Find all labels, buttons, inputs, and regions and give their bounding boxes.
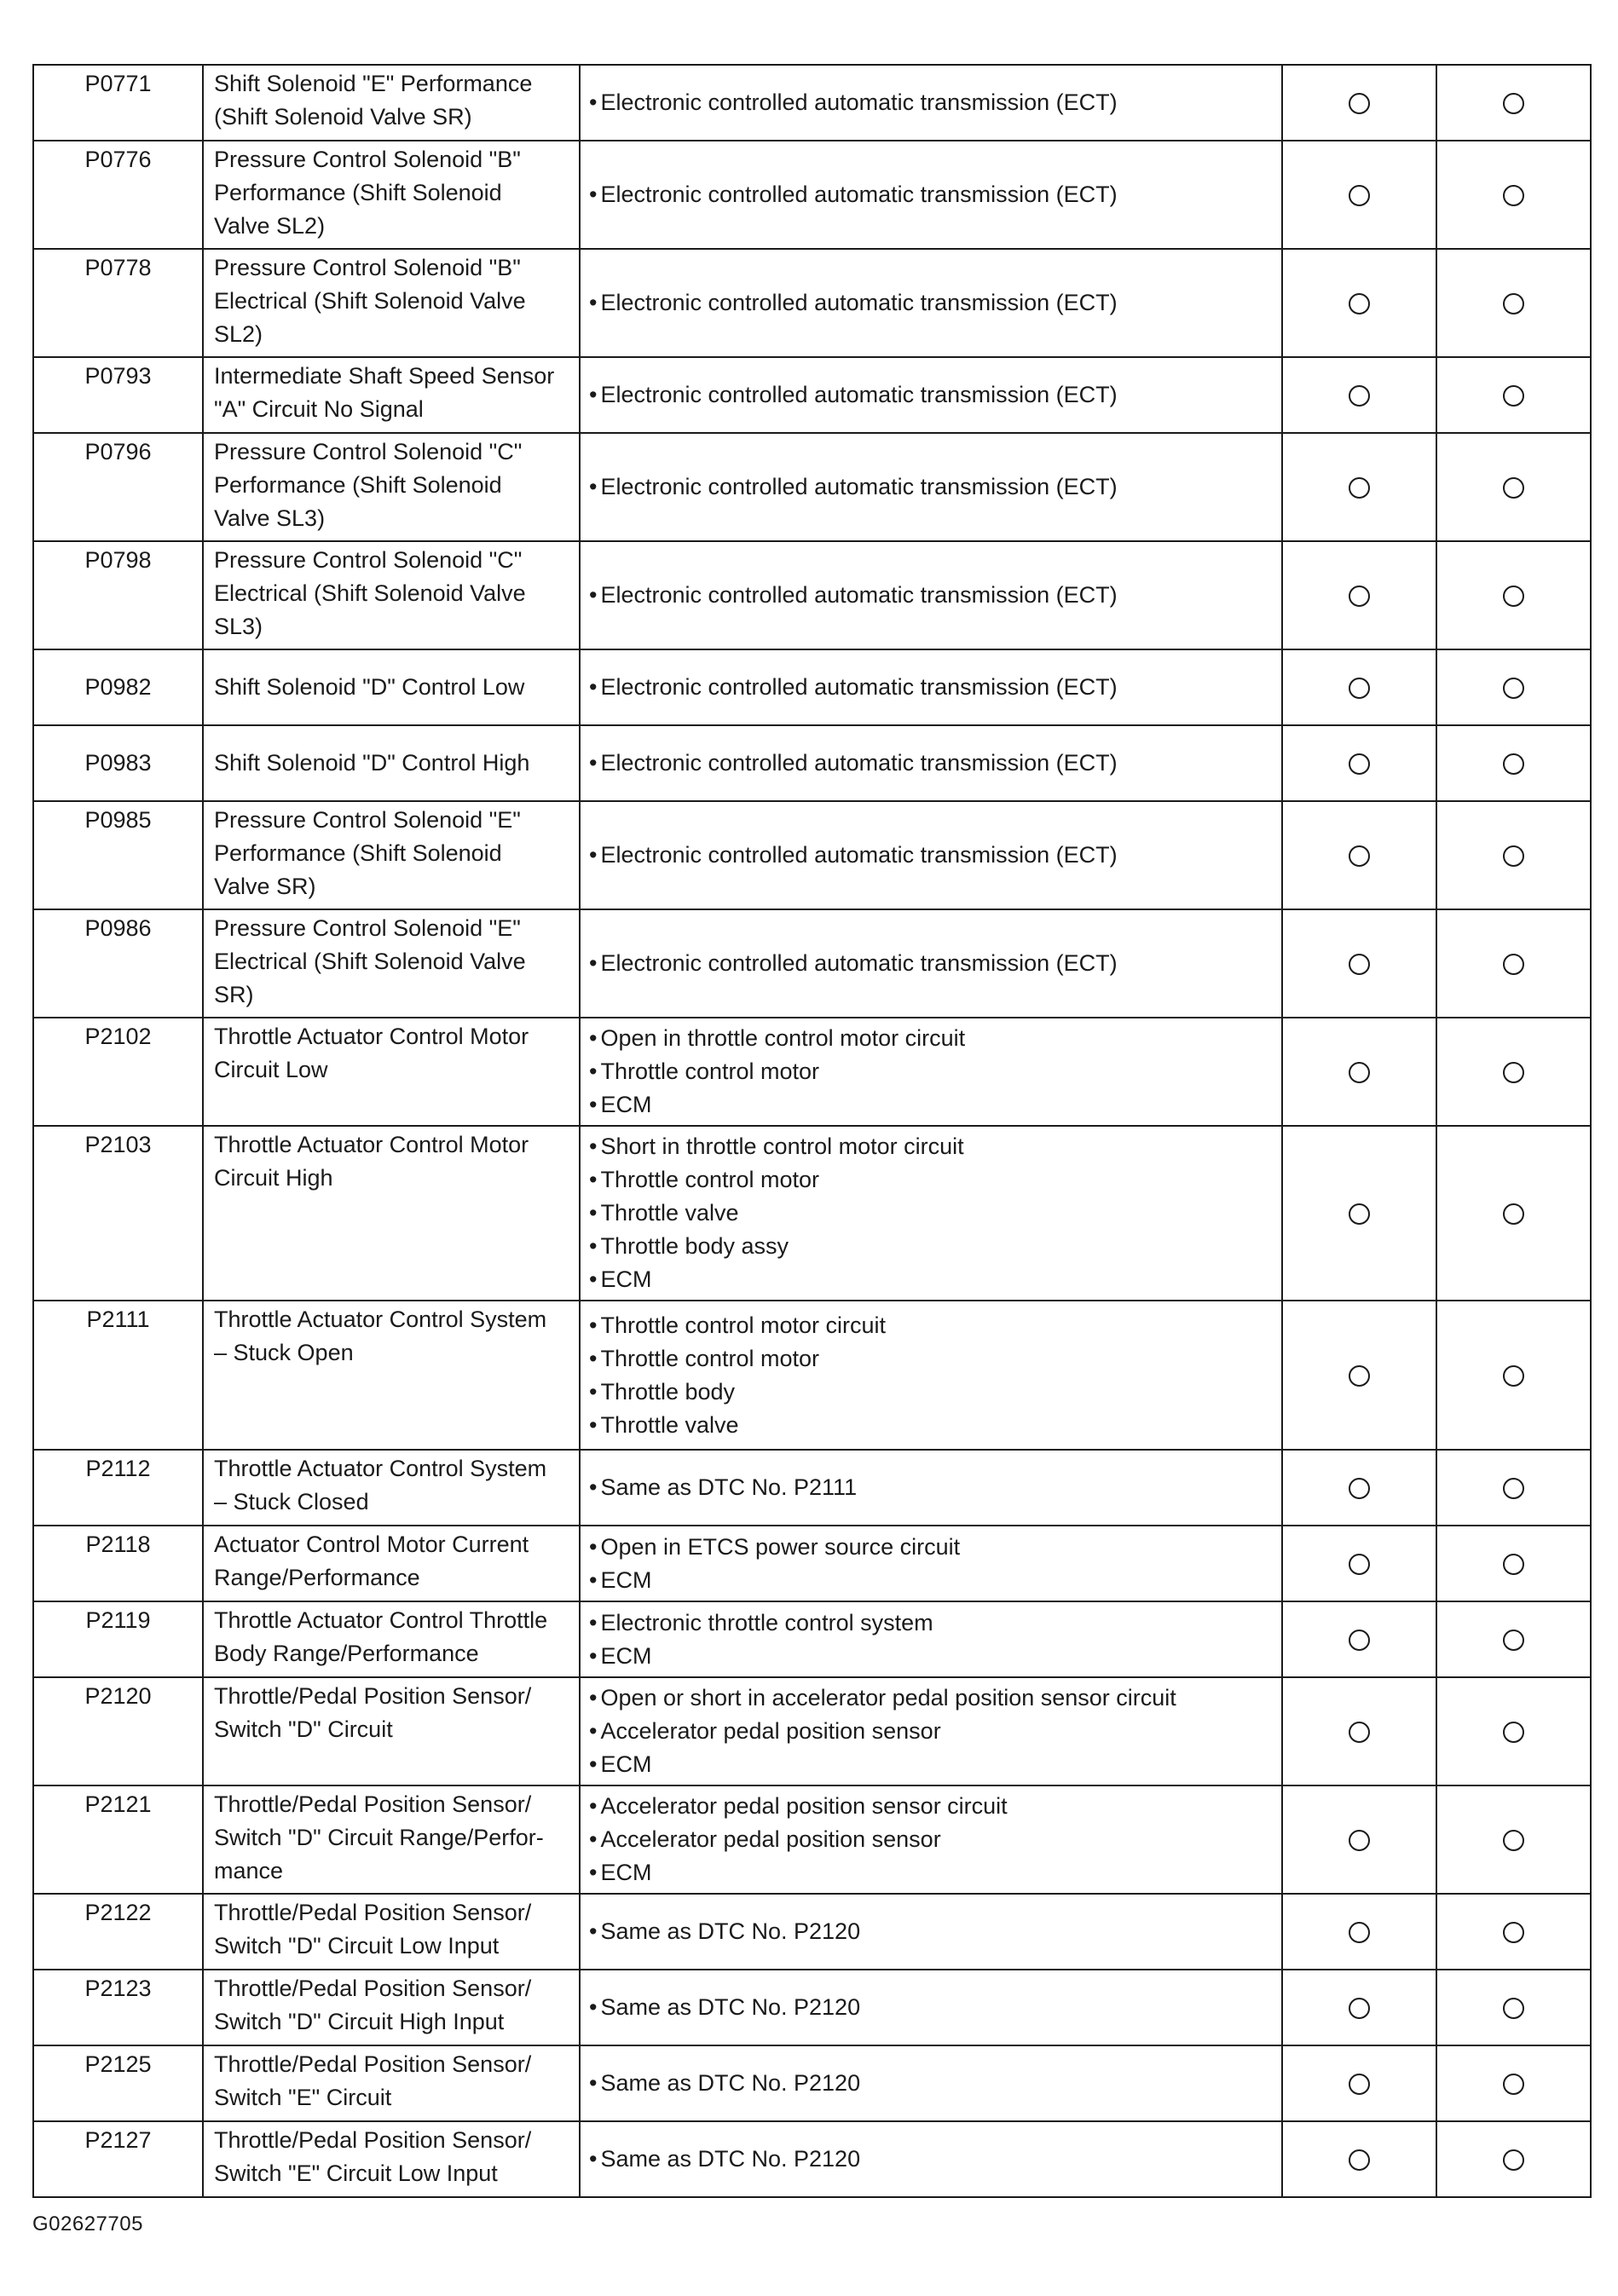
mark-cell-col5 [1436, 1450, 1591, 1526]
trouble-area [580, 249, 1282, 357]
trouble-area-line: • Throttle control motor [589, 1163, 1271, 1197]
mark-cell-col5 [1436, 1301, 1591, 1450]
trouble-area [580, 1526, 1282, 1601]
detection-item [203, 1970, 580, 2045]
mark-cell-col5 [1436, 1601, 1591, 1677]
trouble-area-line: • Accelerator pedal position sensor [589, 1823, 1271, 1856]
table-row [33, 909, 1591, 1018]
detection-item-line: Shift Solenoid "E" Performance [214, 71, 533, 96]
mark-cell-col4 [1282, 1970, 1436, 2045]
detection-item-line: (Shift Solenoid Valve SR) [214, 104, 472, 130]
trouble-area-line: • Open in ETCS power source circuit [589, 1531, 1271, 1564]
mark-cell-col4 [1282, 1894, 1436, 1970]
mark-cell-col4 [1282, 1450, 1436, 1526]
dtc-code: P0985 [33, 801, 203, 909]
detection-item [203, 2121, 580, 2197]
detection-item-line: Pressure Control Solenoid "B" [214, 255, 521, 280]
mark-cell-col5 [1436, 433, 1591, 541]
trouble-area-line: • Same as DTC No. P2120 [589, 1991, 1271, 2024]
circle-mark-icon [1349, 293, 1370, 314]
circle-mark-icon [1503, 845, 1524, 867]
mark-cell-col5 [1436, 1677, 1591, 1785]
circle-mark-icon [1503, 185, 1524, 206]
detection-item [203, 357, 580, 433]
circle-mark-icon [1349, 93, 1370, 114]
trouble-area-line: • Throttle control motor circuit [589, 1309, 1271, 1342]
detection-item-line: Throttle Actuator Control Motor [214, 1024, 529, 1049]
trouble-area [580, 1601, 1282, 1677]
circle-mark-icon [1349, 477, 1370, 499]
detection-item [203, 649, 580, 725]
detection-item-line: Throttle/Pedal Position Sensor/ [214, 1976, 532, 2001]
dtc-code: P2103 [33, 1126, 203, 1301]
mark-cell-col4 [1282, 801, 1436, 909]
dtc-code: P0793 [33, 357, 203, 433]
detection-item [203, 2045, 580, 2121]
detection-item-line: Circuit High [214, 1165, 333, 1191]
detection-item [203, 141, 580, 249]
detection-item-line: Valve SR) [214, 874, 316, 899]
mark-cell-col5 [1436, 725, 1591, 801]
trouble-area-line: • ECM [589, 1640, 1271, 1673]
dtc-code: P0771 [33, 65, 203, 141]
trouble-area [580, 1785, 1282, 1894]
mark-cell-col4 [1282, 141, 1436, 249]
detection-item-line: SL3) [214, 614, 263, 639]
detection-item [203, 1126, 580, 1301]
detection-item [203, 1785, 580, 1894]
trouble-area [580, 141, 1282, 249]
detection-item [203, 1601, 580, 1677]
detection-item [203, 433, 580, 541]
dtc-code: P2102 [33, 1018, 203, 1126]
mark-cell-col5 [1436, 801, 1591, 909]
trouble-area-line: • Electronic controlled automatic transmission (ECT) [589, 178, 1271, 211]
dtc-code: P2123 [33, 1970, 203, 2045]
detection-item-line: Pressure Control Solenoid "C" [214, 547, 523, 573]
trouble-area [580, 65, 1282, 141]
detection-item-line: Throttle Actuator Control System [214, 1307, 547, 1332]
dtc-code: P0776 [33, 141, 203, 249]
dtc-code: P2121 [33, 1785, 203, 1894]
trouble-area-line: • Same as DTC No. P2111 [589, 1471, 1271, 1504]
trouble-area-line: • ECM [589, 1088, 1271, 1122]
table-row [33, 1970, 1591, 2045]
table-row [33, 2045, 1591, 2121]
detection-item-line: Throttle/Pedal Position Sensor/ [214, 1683, 532, 1709]
dtc-code: P2125 [33, 2045, 203, 2121]
mark-cell-col4 [1282, 1526, 1436, 1601]
trouble-area [580, 541, 1282, 649]
dtc-code: P2118 [33, 1526, 203, 1601]
mark-cell-col5 [1436, 1018, 1591, 1126]
table-row [33, 249, 1591, 357]
trouble-area-line: • ECM [589, 1856, 1271, 1889]
trouble-area-line: • Throttle body assy [589, 1230, 1271, 1263]
dtc-code: P0982 [33, 649, 203, 725]
circle-mark-icon [1503, 1062, 1524, 1083]
mark-cell-col4 [1282, 725, 1436, 801]
mark-cell-col4 [1282, 1126, 1436, 1301]
detection-item-line: Pressure Control Solenoid "B" [214, 147, 521, 172]
mark-cell-col5 [1436, 1526, 1591, 1601]
dtc-table [32, 64, 1592, 2198]
mark-cell-col4 [1282, 1301, 1436, 1450]
mark-cell-col5 [1436, 1785, 1591, 1894]
circle-mark-icon [1503, 678, 1524, 699]
detection-item [203, 1450, 580, 1526]
dtc-code: P2122 [33, 1894, 203, 1970]
trouble-area-line: • Short in throttle control motor circuit [589, 1130, 1271, 1163]
trouble-area [580, 725, 1282, 801]
trouble-area [580, 1126, 1282, 1301]
detection-item-line: Throttle/Pedal Position Sensor/ [214, 2127, 532, 2153]
detection-item [203, 1018, 580, 1126]
detection-item-line: Pressure Control Solenoid "E" [214, 807, 521, 833]
circle-mark-icon [1349, 586, 1370, 607]
mark-cell-col4 [1282, 1601, 1436, 1677]
trouble-area-line: • Throttle body [589, 1376, 1271, 1409]
circle-mark-icon [1503, 477, 1524, 499]
detection-item [203, 65, 580, 141]
trouble-area-line: • Electronic controlled automatic transmission (ECT) [589, 839, 1271, 872]
dtc-code: P2119 [33, 1601, 203, 1677]
trouble-area-line: • Electronic controlled automatic transmission (ECT) [589, 747, 1271, 780]
trouble-area-line: • Electronic controlled automatic transmission (ECT) [589, 286, 1271, 320]
detection-item [203, 725, 580, 801]
detection-item-line: Intermediate Shaft Speed Sensor [214, 363, 555, 389]
circle-mark-icon [1503, 1998, 1524, 2019]
dtc-code: P2112 [33, 1450, 203, 1526]
trouble-area-line: • Throttle valve [589, 1409, 1271, 1442]
circle-mark-icon [1503, 1722, 1524, 1743]
detection-item-line: – Stuck Open [214, 1340, 354, 1365]
table-row [33, 433, 1591, 541]
circle-mark-icon [1503, 1554, 1524, 1575]
table-row [33, 541, 1591, 649]
detection-item [203, 909, 580, 1018]
circle-mark-icon [1503, 753, 1524, 775]
mark-cell-col5 [1436, 909, 1591, 1018]
detection-item [203, 1677, 580, 1785]
trouble-area-line: • Electronic throttle control system [589, 1607, 1271, 1640]
detection-item-line: Throttle/Pedal Position Sensor/ [214, 1791, 532, 1817]
table-row [33, 141, 1591, 249]
mark-cell-col4 [1282, 1018, 1436, 1126]
mark-cell-col4 [1282, 249, 1436, 357]
detection-item-line: Switch "D" Circuit Low Input [214, 1933, 500, 1959]
trouble-area-line: • Throttle control motor [589, 1055, 1271, 1088]
detection-item-line: Electrical (Shift Solenoid Valve [214, 949, 526, 974]
detection-item-line: Valve SL3) [214, 505, 326, 531]
dtc-code: P2111 [33, 1301, 203, 1450]
circle-mark-icon [1503, 93, 1524, 114]
circle-mark-icon [1349, 385, 1370, 407]
detection-item-line: SR) [214, 982, 254, 1007]
trouble-area [580, 649, 1282, 725]
detection-item-line: Throttle Actuator Control Throttle [214, 1607, 548, 1633]
circle-mark-icon [1349, 845, 1370, 867]
table-row [33, 801, 1591, 909]
detection-item-line: Actuator Control Motor Current [214, 1532, 529, 1557]
table-row [33, 1018, 1591, 1126]
circle-mark-icon [1349, 1554, 1370, 1575]
trouble-area [580, 2045, 1282, 2121]
mark-cell-col5 [1436, 1126, 1591, 1301]
table-row [33, 1301, 1591, 1450]
mark-cell-col4 [1282, 65, 1436, 141]
circle-mark-icon [1503, 1630, 1524, 1651]
circle-mark-icon [1349, 185, 1370, 206]
table-row [33, 725, 1591, 801]
circle-mark-icon [1349, 753, 1370, 775]
mark-cell-col4 [1282, 649, 1436, 725]
trouble-area-line: • Electronic controlled automatic transmission (ECT) [589, 470, 1271, 504]
detection-item-line: Switch "D" Circuit Range/Perfor- [214, 1825, 544, 1850]
trouble-area [580, 909, 1282, 1018]
circle-mark-icon [1503, 1203, 1524, 1225]
dtc-code: P0778 [33, 249, 203, 357]
mark-cell-col4 [1282, 1785, 1436, 1894]
trouble-area [580, 1301, 1282, 1450]
trouble-area-line: • ECM [589, 1263, 1271, 1296]
trouble-area-line: • Accelerator pedal position sensor [589, 1715, 1271, 1748]
mark-cell-col5 [1436, 357, 1591, 433]
detection-item-line: "A" Circuit No Signal [214, 396, 424, 422]
table-row [33, 65, 1591, 141]
detection-item-line: Throttle/Pedal Position Sensor/ [214, 2051, 532, 2077]
circle-mark-icon [1503, 1365, 1524, 1387]
mark-cell-col4 [1282, 433, 1436, 541]
table-row [33, 1677, 1591, 1785]
detection-item-line: SL2) [214, 321, 263, 347]
detection-item-line: Pressure Control Solenoid "E" [214, 915, 521, 941]
circle-mark-icon [1503, 954, 1524, 975]
detection-item-line: Throttle Actuator Control System [214, 1456, 547, 1481]
mark-cell-col5 [1436, 249, 1591, 357]
table-row [33, 1894, 1591, 1970]
trouble-area-line: • Electronic controlled automatic transmission (ECT) [589, 671, 1271, 704]
detection-item-line: – Stuck Closed [214, 1489, 369, 1514]
detection-item-line: Performance (Shift Solenoid [214, 180, 502, 205]
mark-cell-col4 [1282, 2045, 1436, 2121]
trouble-area-line: • ECM [589, 1564, 1271, 1597]
detection-item-line: Electrical (Shift Solenoid Valve [214, 580, 526, 606]
circle-mark-icon [1503, 586, 1524, 607]
circle-mark-icon [1349, 1062, 1370, 1083]
dtc-code: P0796 [33, 433, 203, 541]
detection-item [203, 1894, 580, 1970]
trouble-area [580, 1018, 1282, 1126]
table-row [33, 1601, 1591, 1677]
circle-mark-icon [1503, 1830, 1524, 1851]
circle-mark-icon [1349, 1203, 1370, 1225]
table-row [33, 357, 1591, 433]
detection-item-line: Throttle Actuator Control Motor [214, 1132, 529, 1157]
detection-item-line: Circuit Low [214, 1057, 328, 1082]
dtc-code: P2127 [33, 2121, 203, 2197]
trouble-area-line: • Same as DTC No. P2120 [589, 1915, 1271, 1948]
detection-item-line: Range/Performance [214, 1565, 420, 1590]
mark-cell-col5 [1436, 141, 1591, 249]
detection-item-line: Switch "D" Circuit High Input [214, 2009, 505, 2034]
detection-item-line: Body Range/Performance [214, 1641, 479, 1666]
table-row [33, 649, 1591, 725]
table-row [33, 1126, 1591, 1301]
circle-mark-icon [1349, 954, 1370, 975]
circle-mark-icon [1349, 1478, 1370, 1499]
trouble-area-line: • Accelerator pedal position sensor circuit [589, 1790, 1271, 1823]
trouble-area [580, 1894, 1282, 1970]
trouble-area [580, 357, 1282, 433]
circle-mark-icon [1503, 385, 1524, 407]
detection-item-line: mance [214, 1858, 284, 1884]
trouble-area-line: • Same as DTC No. P2120 [589, 2143, 1271, 2176]
detection-item-line: Switch "D" Circuit [214, 1716, 393, 1742]
circle-mark-icon [1349, 1830, 1370, 1851]
circle-mark-icon [1503, 2149, 1524, 2171]
trouble-area [580, 2121, 1282, 2197]
circle-mark-icon [1503, 1922, 1524, 1943]
trouble-area-line: • ECM [589, 1748, 1271, 1781]
circle-mark-icon [1349, 2149, 1370, 2171]
trouble-area-line: • Same as DTC No. P2120 [589, 2067, 1271, 2100]
table-row [33, 1526, 1591, 1601]
dtc-table-body [33, 65, 1591, 2197]
mark-cell-col5 [1436, 2121, 1591, 2197]
mark-cell-col5 [1436, 1970, 1591, 2045]
trouble-area-line: • Electronic controlled automatic transmission (ECT) [589, 378, 1271, 412]
trouble-area [580, 1970, 1282, 2045]
mark-cell-col5 [1436, 65, 1591, 141]
trouble-area [580, 1677, 1282, 1785]
dtc-code: P2120 [33, 1677, 203, 1785]
trouble-area-line: • Electronic controlled automatic transmission (ECT) [589, 86, 1271, 119]
circle-mark-icon [1349, 678, 1370, 699]
trouble-area-line: • Electronic controlled automatic transmission (ECT) [589, 579, 1271, 612]
circle-mark-icon [1349, 2074, 1370, 2095]
detection-item [203, 801, 580, 909]
figure-id: G02627705 [32, 2212, 143, 2235]
trouble-area-line: • Open or short in accelerator pedal position sensor circuit [589, 1682, 1271, 1715]
detection-item-line: Switch "E" Circuit Low Input [214, 2160, 498, 2186]
dtc-code: P0798 [33, 541, 203, 649]
trouble-area [580, 433, 1282, 541]
circle-mark-icon [1349, 1630, 1370, 1651]
mark-cell-col4 [1282, 541, 1436, 649]
table-row [33, 2121, 1591, 2197]
mark-cell-col4 [1282, 357, 1436, 433]
mark-cell-col5 [1436, 649, 1591, 725]
mark-cell-col5 [1436, 541, 1591, 649]
circle-mark-icon [1349, 1722, 1370, 1743]
table-row [33, 1450, 1591, 1526]
trouble-area-line: • Throttle valve [589, 1197, 1271, 1230]
detection-item-line: Valve SL2) [214, 213, 326, 239]
detection-item-line: Shift Solenoid "D" Control High [214, 750, 530, 776]
trouble-area [580, 801, 1282, 909]
dtc-code: P0983 [33, 725, 203, 801]
detection-item-line: Shift Solenoid "D" Control Low [214, 674, 525, 700]
detection-item [203, 1526, 580, 1601]
detection-item [203, 1301, 580, 1450]
trouble-area [580, 1450, 1282, 1526]
circle-mark-icon [1349, 1922, 1370, 1943]
circle-mark-icon [1349, 1998, 1370, 2019]
detection-item [203, 249, 580, 357]
detection-item-line: Performance (Shift Solenoid [214, 840, 502, 866]
mark-cell-col4 [1282, 909, 1436, 1018]
trouble-area-line: • Electronic controlled automatic transmission (ECT) [589, 947, 1271, 980]
detection-item-line: Performance (Shift Solenoid [214, 472, 502, 498]
dtc-code: P0986 [33, 909, 203, 1018]
table-row [33, 1785, 1591, 1894]
mark-cell-col4 [1282, 1677, 1436, 1785]
mark-cell-col5 [1436, 1894, 1591, 1970]
circle-mark-icon [1349, 1365, 1370, 1387]
detection-item-line: Throttle/Pedal Position Sensor/ [214, 1900, 532, 1925]
detection-item-line: Electrical (Shift Solenoid Valve [214, 288, 526, 314]
circle-mark-icon [1503, 2074, 1524, 2095]
circle-mark-icon [1503, 293, 1524, 314]
trouble-area-line: • Throttle control motor [589, 1342, 1271, 1376]
trouble-area-line: • Open in throttle control motor circuit [589, 1022, 1271, 1055]
mark-cell-col4 [1282, 2121, 1436, 2197]
circle-mark-icon [1503, 1478, 1524, 1499]
detection-item-line: Switch "E" Circuit [214, 2085, 392, 2110]
mark-cell-col5 [1436, 2045, 1591, 2121]
detection-item-line: Pressure Control Solenoid "C" [214, 439, 523, 464]
detection-item [203, 541, 580, 649]
